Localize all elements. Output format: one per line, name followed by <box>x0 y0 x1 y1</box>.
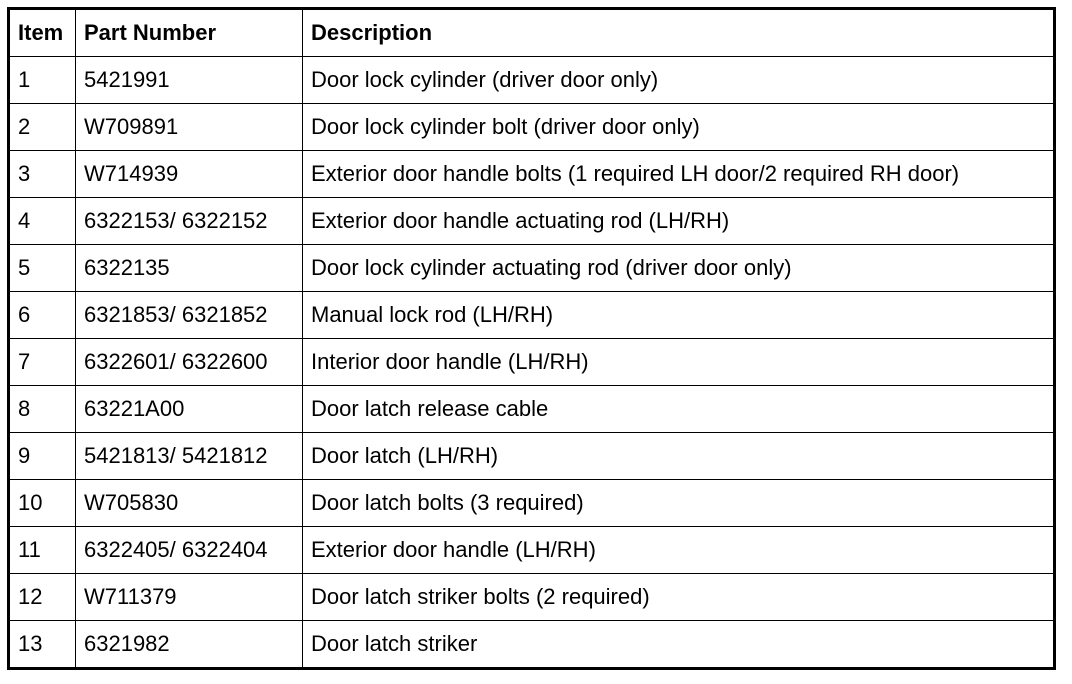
cell-description: Exterior door handle bolts (1 required LH door/2 required RH door) <box>303 151 1055 198</box>
header-item: Item <box>9 9 76 57</box>
table-row <box>9 57 1055 104</box>
table-body <box>9 57 1055 669</box>
table-row <box>9 198 1055 245</box>
cell-part-number: W714939 <box>76 151 303 198</box>
cell-item: 11 <box>9 527 76 574</box>
cell-item: 12 <box>9 574 76 621</box>
cell-item: 9 <box>9 433 76 480</box>
cell-item: 13 <box>9 621 76 669</box>
cell-description: Door latch release cable <box>303 386 1055 433</box>
cell-part-number: 5421991 <box>76 57 303 104</box>
cell-description: Door latch striker bolts (2 required) <box>303 574 1055 621</box>
cell-part-number: 6322405/ 6322404 <box>76 527 303 574</box>
cell-part-number: W711379 <box>76 574 303 621</box>
cell-item: 5 <box>9 245 76 292</box>
cell-description: Exterior door handle (LH/RH) <box>303 527 1055 574</box>
cell-description: Exterior door handle actuating rod (LH/RH) <box>303 198 1055 245</box>
table-row <box>9 386 1055 433</box>
header-row <box>9 9 1055 57</box>
cell-description: Door latch striker <box>303 621 1055 669</box>
cell-item: 6 <box>9 292 76 339</box>
cell-part-number: 6321853/ 6321852 <box>76 292 303 339</box>
cell-item: 7 <box>9 339 76 386</box>
table-row <box>9 292 1055 339</box>
cell-description: Door latch bolts (3 required) <box>303 480 1055 527</box>
cell-item: 4 <box>9 198 76 245</box>
cell-item: 8 <box>9 386 76 433</box>
cell-description: Door lock cylinder actuating rod (driver door only) <box>303 245 1055 292</box>
cell-description: Door latch (LH/RH) <box>303 433 1055 480</box>
parts-table <box>7 7 1056 670</box>
table-row <box>9 104 1055 151</box>
table-row <box>9 245 1055 292</box>
cell-part-number: 6322153/ 6322152 <box>76 198 303 245</box>
cell-part-number: 6322135 <box>76 245 303 292</box>
table-row <box>9 339 1055 386</box>
table-row <box>9 151 1055 198</box>
cell-part-number: 5421813/ 5421812 <box>76 433 303 480</box>
table-row <box>9 621 1055 669</box>
table-row <box>9 433 1055 480</box>
cell-part-number: 6322601/ 6322600 <box>76 339 303 386</box>
cell-description: Manual lock rod (LH/RH) <box>303 292 1055 339</box>
cell-item: 2 <box>9 104 76 151</box>
table-row <box>9 527 1055 574</box>
cell-part-number: W705830 <box>76 480 303 527</box>
cell-description: Interior door handle (LH/RH) <box>303 339 1055 386</box>
cell-part-number: W709891 <box>76 104 303 151</box>
table-header <box>9 9 1055 57</box>
table-row <box>9 480 1055 527</box>
cell-description: Door lock cylinder (driver door only) <box>303 57 1055 104</box>
cell-item: 1 <box>9 57 76 104</box>
cell-part-number: 63221A00 <box>76 386 303 433</box>
cell-item: 3 <box>9 151 76 198</box>
cell-item: 10 <box>9 480 76 527</box>
cell-description: Door lock cylinder bolt (driver door only) <box>303 104 1055 151</box>
header-description: Description <box>303 9 1055 57</box>
header-part-number: Part Number <box>76 9 303 57</box>
cell-part-number: 6321982 <box>76 621 303 669</box>
table-row <box>9 574 1055 621</box>
